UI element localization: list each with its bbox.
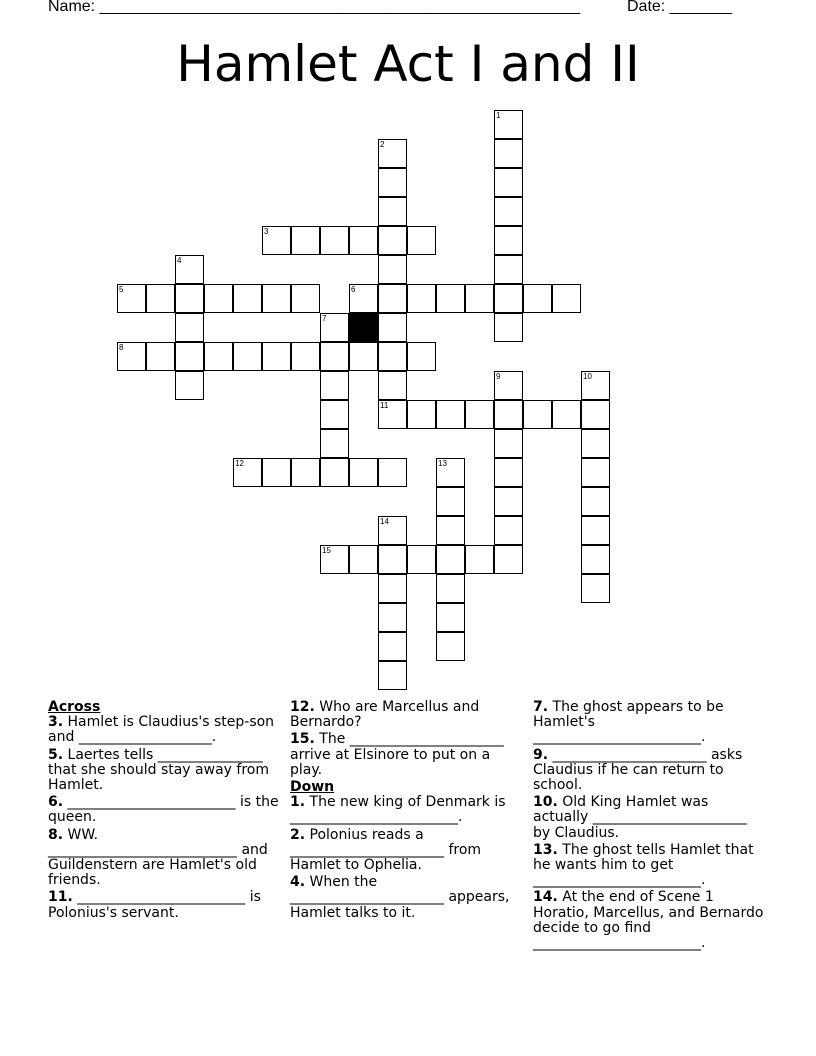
clue-number: 8 [119, 343, 124, 352]
grid-cell[interactable] [349, 458, 378, 487]
grid-cell[interactable] [204, 342, 233, 371]
grid-cell[interactable] [146, 284, 175, 313]
clue-number: 12 [235, 459, 244, 468]
grid-cell[interactable] [407, 284, 436, 313]
across-clue-6: 6. ________________________ is the queen. [48, 794, 279, 826]
grid-cell[interactable] [581, 400, 610, 429]
grid-cell[interactable] [204, 284, 233, 313]
grid-cell[interactable] [552, 284, 581, 313]
black-square [349, 313, 378, 342]
name-field[interactable]: Name: ______________________________________________________ [48, 0, 581, 15]
grid-cell[interactable] [378, 458, 407, 487]
grid-cell[interactable] [320, 313, 349, 342]
grid-cell[interactable] [581, 429, 610, 458]
grid-cell[interactable] [349, 284, 378, 313]
grid-cell[interactable] [378, 400, 407, 429]
grid-cell[interactable] [291, 226, 320, 255]
grid-cell[interactable] [494, 226, 523, 255]
grid-cell[interactable] [349, 226, 378, 255]
grid-cell[interactable] [436, 400, 465, 429]
grid-cell[interactable] [552, 400, 581, 429]
down-clue-10: 10. Old King Hamlet was actually ______________________ by Claudius. [533, 794, 747, 841]
grid-cell[interactable] [581, 371, 610, 400]
grid-cell[interactable] [436, 284, 465, 313]
grid-cell[interactable] [494, 458, 523, 487]
clue-number: 11 [380, 401, 389, 410]
grid-cell[interactable] [378, 574, 407, 603]
grid-cell[interactable] [378, 545, 407, 574]
clue-number: 15 [322, 546, 331, 555]
grid-cell[interactable] [378, 284, 407, 313]
grid-cell[interactable] [436, 458, 465, 487]
grid-cell[interactable] [436, 574, 465, 603]
grid-cell[interactable] [378, 255, 407, 284]
grid-cell[interactable] [581, 487, 610, 516]
grid-cell[interactable] [378, 168, 407, 197]
down-clue-14: 14. At the end of Scene 1 Horatio, Marcellus, and Bernardo decide to go find ________________________. [533, 889, 764, 952]
grid-cell[interactable] [291, 342, 320, 371]
grid-cell[interactable] [465, 400, 494, 429]
clues-column-3 [533, 700, 768, 953]
grid-cell[interactable] [407, 400, 436, 429]
grid-cell[interactable] [378, 516, 407, 545]
down-heading: Down [290, 779, 335, 796]
grid-cell[interactable] [349, 342, 378, 371]
grid-cell[interactable] [436, 603, 465, 632]
grid-cell[interactable] [407, 342, 436, 371]
grid-cell[interactable] [378, 632, 407, 661]
grid-cell[interactable] [320, 226, 349, 255]
grid-cell[interactable] [378, 661, 407, 690]
grid-cell[interactable] [291, 284, 320, 313]
grid-cell[interactable] [494, 168, 523, 197]
grid-cell[interactable] [378, 342, 407, 371]
clue-number: 5 [119, 285, 124, 294]
grid-cell[interactable] [233, 342, 262, 371]
grid-cell[interactable] [378, 313, 407, 342]
down-clue-2: 2. Polonius reads a ______________________ from Hamlet to Ophelia. [290, 826, 482, 874]
grid-cell[interactable] [117, 342, 146, 371]
down-clue-7: 7. The ghost appears to be Hamlet's ________________________. [533, 699, 724, 746]
clue-number: 13 [438, 459, 447, 468]
grid-cell[interactable] [581, 545, 610, 574]
grid-cell[interactable] [378, 197, 407, 226]
grid-cell[interactable] [175, 255, 204, 284]
grid-cell[interactable] [494, 545, 523, 574]
grid-cell[interactable] [407, 226, 436, 255]
across-clue-8: 8. WW. ___________________________ and Guildenstern are Hamlet's old friends. [48, 826, 268, 889]
grid-cell[interactable] [465, 284, 494, 313]
grid-cell[interactable] [523, 284, 552, 313]
across-clue-3: 3. Hamlet is Claudius's step-son and ___________________. [48, 714, 275, 746]
clue-number: 3 [264, 227, 269, 236]
down-clue-13: 13. The ghost tells Hamlet that he wants him to get ________________________. [533, 841, 754, 889]
clue-number: 2 [380, 140, 385, 149]
grid-cell[interactable] [233, 284, 262, 313]
grid-cell[interactable] [320, 545, 349, 574]
grid-cell[interactable] [494, 139, 523, 168]
down-clue-4: 4. When the ______________________ appears, Hamlet talks to it. [290, 874, 510, 921]
grid-cell[interactable] [349, 545, 378, 574]
grid-cell[interactable] [436, 545, 465, 574]
grid-cell[interactable] [175, 371, 204, 400]
across-clue-15: 15. The ______________________ arrive at Elsinore to put on a play. [290, 731, 504, 778]
grid-cell[interactable] [262, 342, 291, 371]
grid-cell[interactable] [581, 574, 610, 603]
grid-cell[interactable] [320, 342, 349, 371]
grid-cell[interactable] [378, 139, 407, 168]
grid-cell[interactable] [175, 284, 204, 313]
clues-column-1 [48, 700, 283, 923]
grid-cell[interactable] [320, 458, 349, 487]
grid-cell[interactable] [262, 284, 291, 313]
grid-cell[interactable] [146, 342, 175, 371]
grid-cell[interactable] [494, 197, 523, 226]
grid-cell[interactable] [465, 545, 494, 574]
grid-cell[interactable] [494, 371, 523, 400]
down-clue-1: 1. The new king of Denmark is ________________________. [290, 794, 506, 826]
grid-cell[interactable] [436, 632, 465, 661]
grid-cell[interactable] [320, 429, 349, 458]
grid-cell[interactable] [291, 458, 320, 487]
clue-number: 6 [351, 285, 356, 294]
grid-cell[interactable] [378, 371, 407, 400]
clue-number: 9 [496, 372, 501, 381]
grid-cell[interactable] [494, 429, 523, 458]
grid-cell[interactable] [523, 400, 552, 429]
grid-cell[interactable] [175, 342, 204, 371]
page-title: Hamlet Act I and II [176, 35, 640, 93]
grid-cell[interactable] [494, 516, 523, 545]
grid-cell[interactable] [378, 226, 407, 255]
across-clue-12: 12. Who are Marcellus and Bernardo? [290, 699, 480, 731]
grid-cell[interactable] [378, 603, 407, 632]
grid-cell[interactable] [117, 284, 146, 313]
clues-column-2 [290, 700, 522, 923]
grid-cell[interactable] [320, 400, 349, 429]
clue-number: 10 [583, 372, 592, 381]
across-heading: Across [48, 699, 101, 715]
across-clue-11: 11. ________________________ is Polonius's servant. [48, 889, 261, 921]
grid-cell[interactable] [436, 487, 465, 516]
date-field[interactable]: Date: _______ [627, 0, 732, 15]
clue-number: 14 [380, 517, 389, 526]
clue-number: 7 [322, 314, 327, 323]
grid-cell[interactable] [233, 458, 262, 487]
grid-cell[interactable] [494, 400, 523, 429]
clue-number: 4 [177, 256, 182, 265]
across-clue-5: 5. Laertes tells _______________ that she should stay away from Hamlet. [48, 746, 269, 794]
grid-cell[interactable] [581, 458, 610, 487]
grid-cell[interactable] [436, 516, 465, 545]
grid-cell[interactable] [494, 284, 523, 313]
grid-cell[interactable] [494, 487, 523, 516]
clue-number: 1 [496, 111, 501, 120]
grid-cell[interactable] [494, 110, 523, 139]
grid-cell[interactable] [494, 255, 523, 284]
down-clue-9: 9. ______________________ asks Claudius if he can return to school. [533, 746, 743, 794]
grid-cell[interactable] [262, 226, 291, 255]
grid-cell[interactable] [407, 545, 436, 574]
grid-cell[interactable] [494, 313, 523, 342]
grid-cell[interactable] [581, 516, 610, 545]
grid-cell[interactable] [262, 458, 291, 487]
grid-cell[interactable] [320, 371, 349, 400]
grid-cell[interactable] [175, 313, 204, 342]
